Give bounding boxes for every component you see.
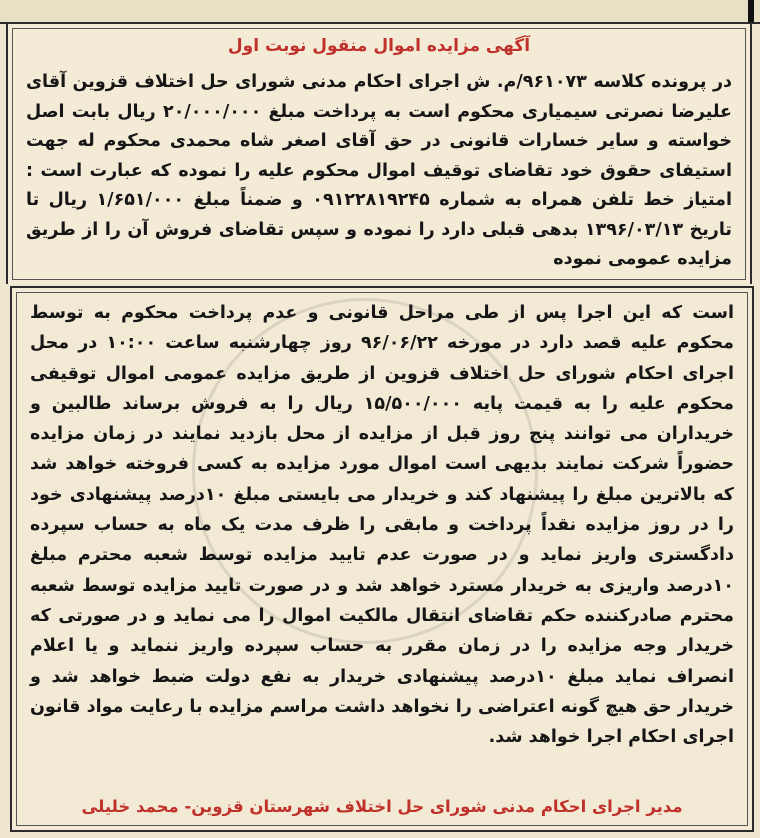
clipping-bottom-section [10,286,754,832]
notice-paragraph-1: در پرونده کلاسه ۹۶۱۰۷۳/م. ش اجرای احکام مدنی شورای حل اختلاف قزوین آقای علیرضا نصرتی سیمیاری محکوم است به پرداخت مبلغ ۲۰/۰۰۰/۰۰۰ ریال بابت اصل خواسته و سایر خسارات قانونی در حق آقای اصغر شاه محمدی محکوم له جهت استیفای حقوق خود تقاضای توقیف اموال محکوم علیه را نموده که عبارت است : امتیاز خط تلفن همراه به شماره ۰۹۱۲۲۸۱۹۲۴۵ و ضمناً مبلغ ۱/۶۵۱/۰۰۰ ریال تا تاریخ ۱۳۹۶/۰۳/۱۳ بدهی قبلی دارد را نموده و سپس تقاضای فروش آن را از طریق مزایده عمومی نموده [26,72,732,269]
previous-clipping-edge [0,0,760,24]
clipping-top-section [6,22,752,284]
notice-paragraph-2: است که این اجرا پس از طی مراحل قانونی و عدم پرداخت محکوم به توسط محکوم علیه قصد دارد در مورخه ۹۶/۰۶/۲۲ روز چهارشنبه ساعت ۱۰:۰۰ در محل اجرای احکام شورای حل اختلاف قزوین از طریق مزایده عمومی اموال توقیفی محکوم علیه را به قیمت پایه ۱۵/۵۰۰/۰۰۰ ریال را به فروش برساند طالبین و خریداران می توانند پنج روز قبل از مزایده از محل بازدید نمایند در زمان مزایده حضوراً شرکت نمایند بدیهی است اموال مورد مزایده به کسی فروخته خواهد شد که بالاترین مبلغ را پیشنهاد کند و خریدار می بایستی مبلغ ۱۰درصد پیشنهادی خود را در روز مزایده نقداً پرداخت و مابقی را ظرف مدت یک ماه به حساب سپرده دادگستری واریز نماید و در صورت عدم تایید مزایده توسط شعبه محترم مبلغ ۱۰درصد واریزی به خریدار مسترد خواهد شد و در صورت تایید مزایده توسط شعبه محترم صادرکننده حکم تقاضای انتقال مالکیت اموال را می نماید و در صورتی که خریدار وجه مزایده را در زمان مقرر به حساب سپرده واریز ننماید و یا اعلام انصراف نماید مبلغ ۱۰درصد پیشنهادی خریدار به نفع دولت ضبط خواهد شد و خریدار حق هیچ گونه اعتراضی را نخواهد داشت مراسم مزایده با رعایت مواد قانون اجرای احکام اجرا خواهد شد. [30,303,735,748]
edge-mark [748,0,754,22]
notice-signature: مدیر اجرای احکام مدنی شورای حل اختلاف شهرستان قزوین- محمد خلیلی [81,797,683,816]
notice-title: آگهی مزایده اموال منقول نوبت اول [227,36,531,56]
